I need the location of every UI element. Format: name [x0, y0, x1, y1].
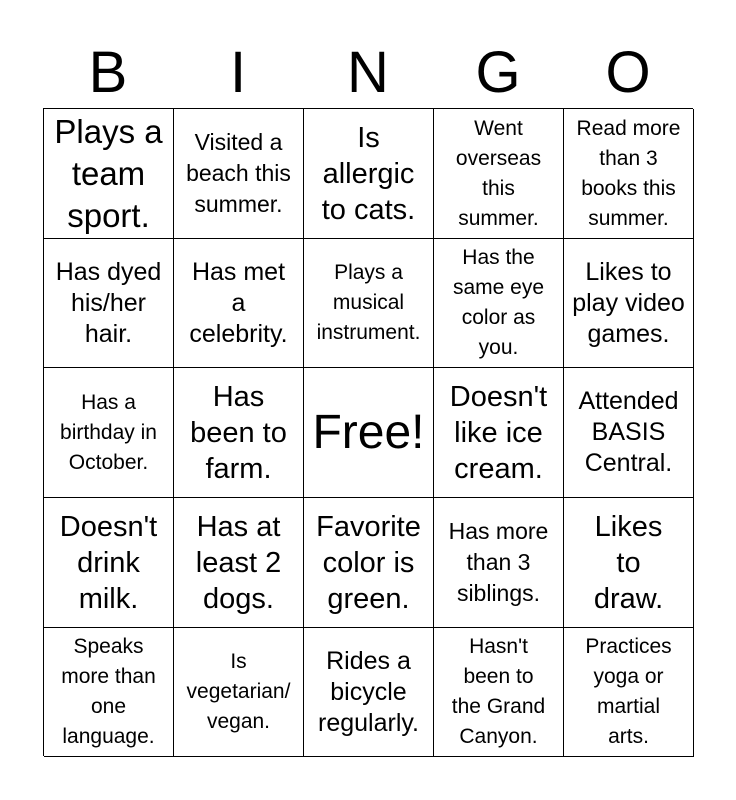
bingo-cell-text: Went overseas this summer.	[455, 116, 542, 230]
bingo-cell-text: Is allergic to cats.	[321, 121, 416, 226]
bingo-cell-text: Rides a bicycle regularly.	[318, 646, 419, 737]
bingo-cell-text: Attended BASIS Central.	[578, 387, 679, 477]
bingo-cell-text: Has the same eye color as you.	[452, 246, 545, 359]
bingo-cell[interactable]	[44, 628, 174, 757]
bingo-cell[interactable]	[564, 628, 694, 757]
bingo-cell-text: Has a birthday in October.	[60, 390, 157, 474]
bingo-cell[interactable]	[434, 368, 564, 498]
bingo-cell[interactable]	[434, 109, 564, 239]
bingo-header	[43, 40, 693, 106]
bingo-board	[43, 108, 693, 756]
bingo-cell[interactable]	[174, 628, 304, 757]
bingo-cell[interactable]	[434, 239, 564, 368]
bingo-cell-text: Favorite color is green.	[316, 510, 421, 615]
bingo-cell[interactable]	[304, 498, 434, 628]
header-letter-o: O	[605, 40, 651, 105]
bingo-cell[interactable]	[44, 109, 174, 239]
bingo-cell[interactable]	[564, 498, 694, 628]
free-space-text: Free!	[312, 405, 425, 459]
bingo-cell[interactable]	[304, 628, 434, 757]
bingo-cell[interactable]	[44, 368, 174, 498]
bingo-cell-text: Has dyed his/her hair.	[55, 257, 162, 348]
bingo-cell-text: Practices yoga or martial arts.	[585, 635, 672, 748]
bingo-cell-text: Read more than 3 books this summer.	[576, 116, 681, 230]
bingo-cell-text: Has more than 3 siblings.	[448, 518, 549, 606]
bingo-cell-text: Speaks more than one language.	[61, 635, 156, 748]
bingo-cell-text: Plays a team sport.	[54, 112, 163, 234]
bingo-cell-text: Likes to draw.	[593, 510, 664, 615]
bingo-cell-text: Has met a celebrity.	[189, 257, 288, 348]
bingo-cell[interactable]	[174, 239, 304, 368]
bingo-cell[interactable]	[434, 628, 564, 757]
bingo-cell[interactable]	[44, 498, 174, 628]
bingo-cell[interactable]	[304, 239, 434, 368]
header-letter-i: I	[229, 40, 247, 105]
header-letter-b: B	[88, 40, 128, 105]
bingo-cell[interactable]	[304, 109, 434, 239]
bingo-cell[interactable]	[174, 498, 304, 628]
bingo-cell-text: Has at least 2 dogs.	[195, 510, 282, 615]
bingo-cell[interactable]	[564, 368, 694, 498]
bingo-cell-text: Visited a beach this summer.	[186, 129, 291, 217]
bingo-cell-text: Doesn't like ice cream.	[449, 380, 548, 485]
header-letter-g: G	[475, 40, 521, 105]
header-letter-n: N	[347, 40, 389, 105]
bingo-cell[interactable]	[174, 109, 304, 239]
bingo-cell[interactable]	[564, 109, 694, 239]
bingo-cell-text: Doesn't drink milk.	[59, 510, 158, 615]
bingo-cell-text: Has been to farm.	[190, 380, 287, 485]
bingo-cell[interactable]	[564, 239, 694, 368]
bingo-cell[interactable]	[44, 239, 174, 368]
bingo-cell-text: Is vegetarian/ vegan.	[186, 650, 291, 733]
bingo-cell-text: Hasn't been to the Grand Canyon.	[451, 635, 546, 748]
bingo-cell-text: Likes to play video games.	[572, 257, 685, 348]
bingo-cell[interactable]	[174, 368, 304, 498]
bingo-cell[interactable]	[434, 498, 564, 628]
bingo-cell-text: Plays a musical instrument.	[316, 261, 421, 344]
free-space[interactable]	[304, 368, 434, 498]
